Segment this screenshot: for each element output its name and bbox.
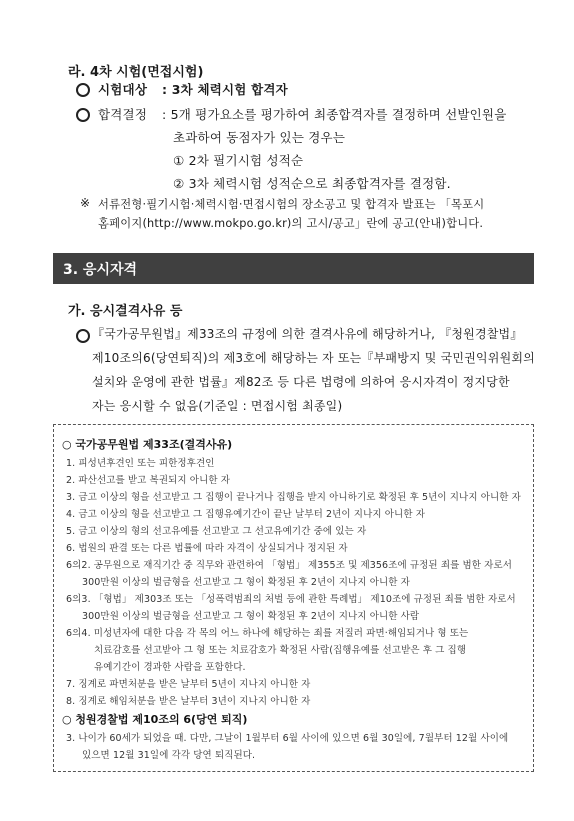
- note-line-1: 서류전형·필기시험·체력시험·면접시험의 장소공고 및 합격자 발표는 「목포시: [98, 198, 485, 211]
- law1-heading: ○ 국가공무원법 제33조(결격사유): [62, 438, 233, 451]
- law1-item: 300만원 이상의 벌금형을 선고받고 그 형이 확정된 후 2년이 지나지 아니한 사람: [82, 611, 420, 622]
- target-value: : 3차 체력시험 합격자: [162, 82, 288, 97]
- decision-label: 합격결정: [98, 107, 148, 122]
- target-label: 시험대상: [98, 82, 148, 97]
- para-line-3: 설치와 운영에 관한 법률』제82조 등 다른 법령에 의하여 응시자격이 정지당한: [92, 375, 510, 389]
- para-line-4: 자는 응시할 수 없음(기준일 : 면접시험 최종일): [92, 399, 343, 413]
- law1-item: 8. 징계로 해임처분을 받은 날부터 3년이 지나지 아니한 자: [66, 696, 311, 707]
- law-excerpt-box: [53, 424, 534, 772]
- law1-item: 1. 피성년후견인 또는 피한정후견인: [66, 458, 215, 469]
- sub-heading: 가. 응시결격사유 등: [68, 304, 183, 319]
- law1-item: 6의4. 미성년자에 대한 다음 각 목의 어느 하나에 해당하는 죄를 저질러 파면·해임되거나 형 또는: [66, 628, 469, 639]
- exam4-heading: 라. 4차 시험(면접시험): [68, 65, 204, 80]
- law1-item: 3. 금고 이상의 형을 선고받고 그 집행이 끝나거나 집행을 받지 아니하기로 확정된 후 5년이 지나지 아니한 자: [66, 492, 521, 503]
- law1-item: 치료감호를 선고받아 그 형 또는 치료감호가 확정된 사람(집행유예를 선고받은 후 그 집행: [94, 645, 467, 656]
- note-line-2: 홈페이지(http://www.mokpo.go.kr)의 고시/공고」란에 공고(안내)합니다.: [98, 217, 484, 230]
- para-line-1: 『국가공무원법』제33조의 규정에 의한 결격사유에 해당하거나, 『청원경찰법』: [92, 327, 523, 341]
- note-mark: ※: [80, 196, 91, 210]
- section-title: 3. 응시자격: [63, 262, 138, 278]
- law1-item: 6의3. 「형법」 제303조 또는 「성폭력범죄의 처벌 등에 관한 특례법」 제10조에 규정된 죄를 범한 자로서: [66, 594, 516, 605]
- decision-line-2: 초과하여 동점자가 있는 경우는: [173, 130, 346, 145]
- circle-bullet-icon: [76, 108, 90, 122]
- para-line-2: 제10조의6(당연퇴직)의 제3호에 해당하는 자 또는『부패방지 및 국민권익위원회의: [92, 351, 535, 365]
- law1-item: 300만원 이상의 벌금형을 선고받고 그 형이 확정된 후 2년이 지나지 아니한 자: [82, 577, 410, 588]
- law1-item: 7. 징계로 파면처분을 받은 날부터 5년이 지나지 아니한 자: [66, 679, 311, 690]
- law1-item: 6. 법원의 판결 또는 다른 법률에 따라 자격이 상실되거나 정지된 자: [66, 543, 348, 554]
- law2-item: 3. 나이가 60세가 되었을 때. 다만, 그날이 1월부터 6월 사이에 있으면 6월 30일에, 7월부터 12월 사이에: [66, 733, 509, 744]
- decision-item-2: ② 3차 체력시험 성적순으로 최종합격자를 결정함.: [173, 176, 451, 191]
- law1-item: 2. 파산선고를 받고 복권되지 아니한 자: [66, 475, 231, 486]
- law1-item: 6의2. 공무원으로 재직기간 중 직무와 관련하여 「형법」 제355조 및 제356조에 규정된 죄를 범한 자로서: [66, 560, 513, 571]
- law1-item: 유예기간이 경과한 사람을 포함한다.: [94, 662, 246, 673]
- decision-line-1: : 5개 평가요소를 평가하여 최종합격자를 결정하며 선발인원을: [162, 107, 507, 122]
- law1-item: 5. 금고 이상의 형의 선고유예를 선고받고 그 선고유예기간 중에 있는 자: [66, 526, 367, 537]
- law1-item: 4. 금고 이상의 형을 선고받고 그 집행유예기간이 끝난 날부터 2년이 지나지 아니한 자: [66, 509, 425, 520]
- section-title-bar: [53, 253, 534, 284]
- law2-heading: ○ 청원경찰법 제10조의 6(당연 퇴직): [62, 713, 248, 726]
- decision-item-1: ① 2차 필기시험 성적순: [173, 153, 304, 168]
- law2-item: 있으면 12월 31일에 각각 당연 퇴직된다.: [82, 750, 256, 761]
- circle-bullet-icon: [76, 83, 90, 97]
- circle-bullet-icon: [76, 329, 90, 343]
